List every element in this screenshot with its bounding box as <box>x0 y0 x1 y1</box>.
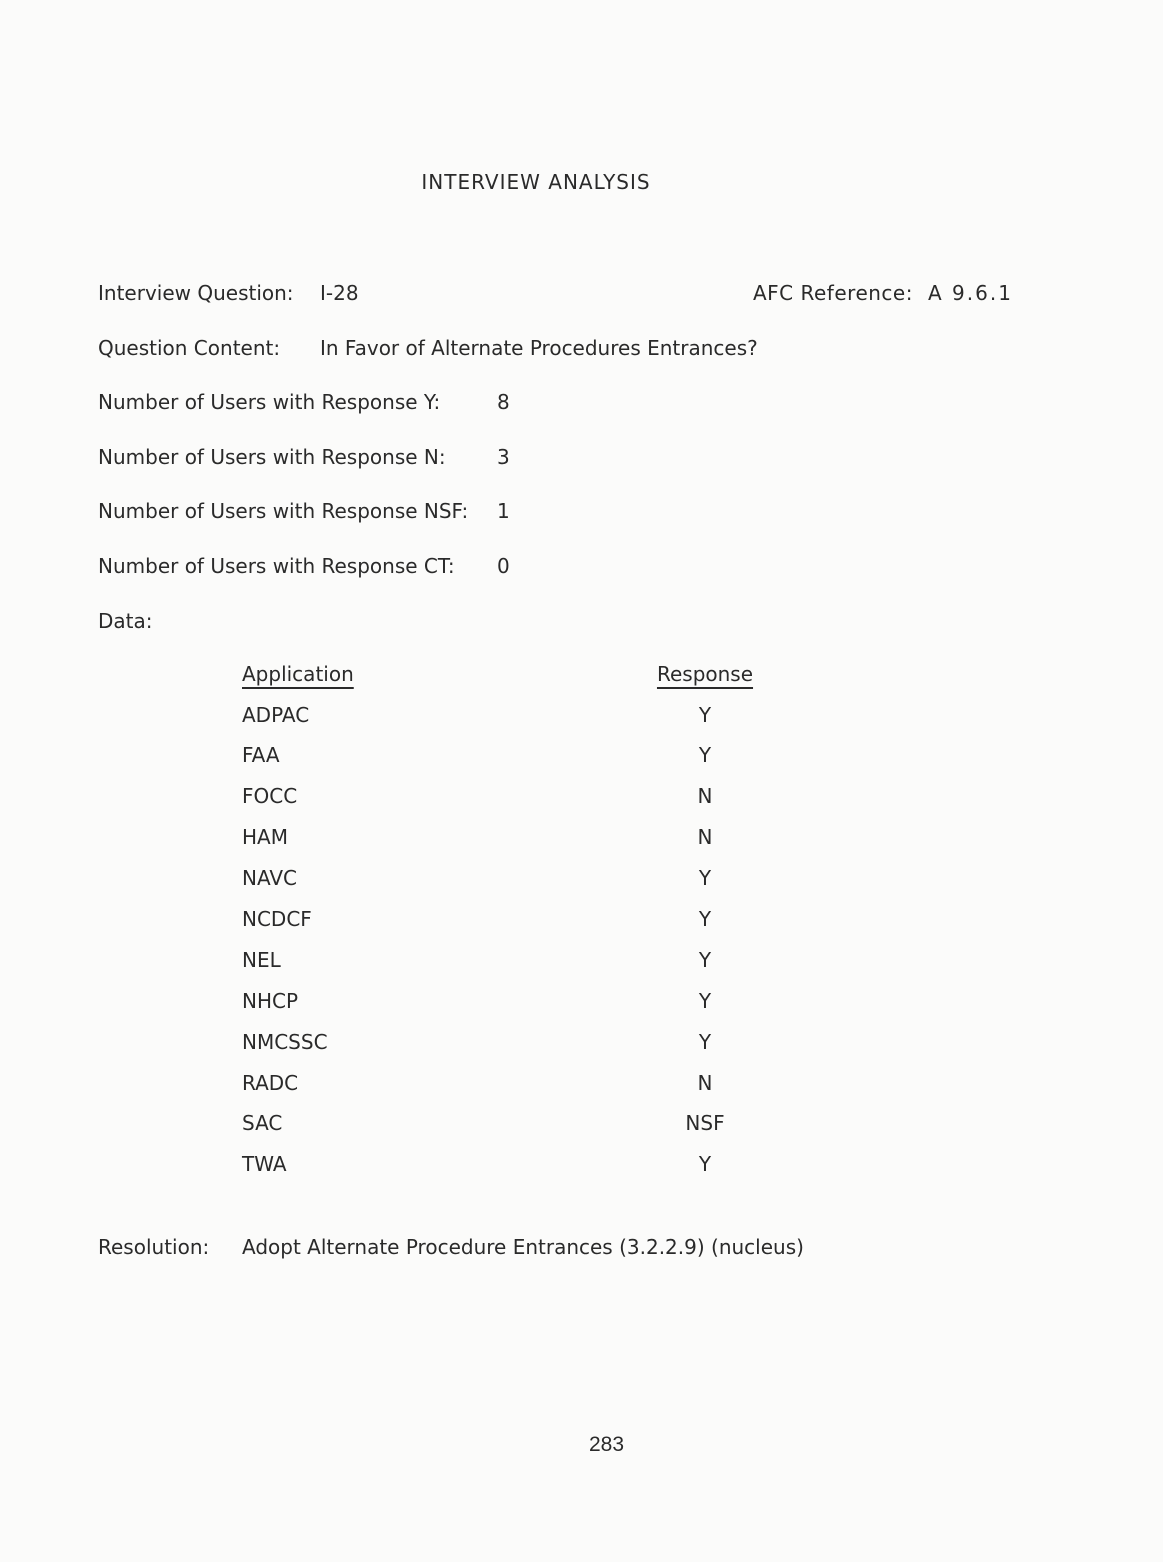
page-title: INTERVIEW ANALYSIS <box>421 170 651 194</box>
question-content-value: In Favor of Alternate Procedures Entrances? <box>320 336 758 360</box>
application-cell: NAVC <box>242 866 298 890</box>
question-content-label: Question Content: <box>98 336 281 360</box>
afc-reference-value: A 9.6.1 <box>928 281 1013 305</box>
response-y-count: 8 <box>497 390 510 414</box>
afc-reference-label: AFC Reference: <box>753 281 913 305</box>
response-cell: Y <box>698 866 712 890</box>
response-n-label: Number of Users with Response N: <box>98 445 446 469</box>
response-cell: Y <box>698 907 712 931</box>
application-cell: NHCP <box>242 989 299 1013</box>
application-cell: RADC <box>242 1071 299 1095</box>
application-cell: HAM <box>242 825 288 849</box>
application-cell: SAC <box>242 1111 283 1135</box>
page-number: 283 <box>588 1433 625 1456</box>
response-cell: Y <box>698 948 712 972</box>
resolution-label: Resolution: <box>98 1235 210 1259</box>
interview-question-label: Interview Question: <box>98 281 294 305</box>
resolution-value: Adopt Alternate Procedure Entrances (3.2.2.9) (nucleus) <box>242 1235 804 1259</box>
application-cell: NEL <box>242 948 281 972</box>
interview-question-value: I-28 <box>320 281 359 305</box>
application-cell: NCDCF <box>242 907 312 931</box>
response-cell: Y <box>698 1152 712 1176</box>
response-ct-label: Number of Users with Response CT: <box>98 554 455 578</box>
response-nsf-count: 1 <box>497 499 510 523</box>
application-cell: ADPAC <box>242 703 310 727</box>
application-cell: NMCSSC <box>242 1030 328 1054</box>
response-cell: NSF <box>685 1111 725 1135</box>
response-nsf-label: Number of Users with Response NSF: <box>98 499 469 523</box>
response-cell: N <box>697 825 713 849</box>
response-cell: Y <box>698 743 712 767</box>
response-cell: Y <box>698 703 712 727</box>
column-header-response: Response <box>656 662 754 686</box>
application-cell: TWA <box>242 1152 287 1176</box>
response-cell: Y <box>698 1030 712 1054</box>
data-label: Data: <box>98 609 153 633</box>
response-cell: N <box>697 1071 713 1095</box>
application-cell: FOCC <box>242 784 298 808</box>
response-cell: Y <box>698 989 712 1013</box>
response-ct-count: 0 <box>497 554 510 578</box>
response-n-count: 3 <box>497 445 510 469</box>
column-header-application: Application <box>242 662 354 686</box>
response-y-label: Number of Users with Response Y: <box>98 390 441 414</box>
response-cell: N <box>697 784 713 808</box>
application-cell: FAA <box>242 743 280 767</box>
